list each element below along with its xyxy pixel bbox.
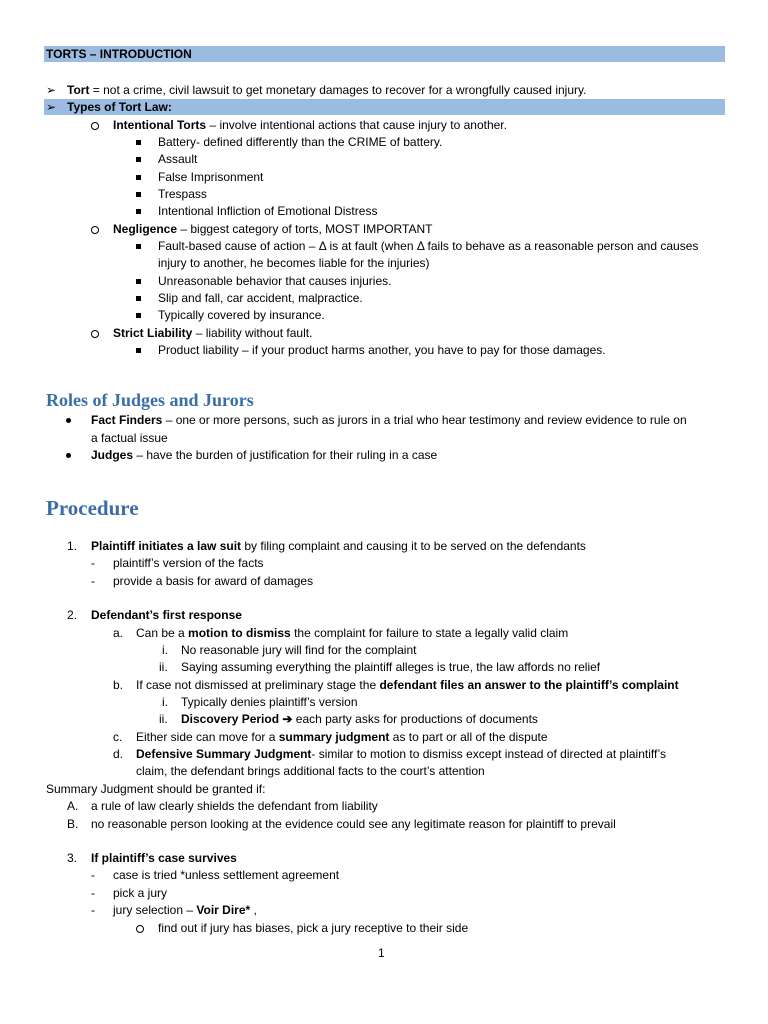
list-marker: b. xyxy=(113,678,124,692)
list-item: Saying assuming everything the plaintiff alleges is true, the law affords no relief xyxy=(181,660,601,674)
step-1: Plaintiff initiates a law suit by filing complaint and causing it to be served on the defendants xyxy=(91,539,586,553)
dot-bullet-icon xyxy=(66,418,71,423)
dash-bullet: - xyxy=(91,574,95,588)
section-title: TORTS – INTRODUCTION xyxy=(46,47,192,61)
step-3: If plaintiff’s case survives xyxy=(91,851,237,865)
list-marker: c. xyxy=(113,730,123,744)
step-2a: Can be a motion to dismiss the complaint for failure to state a legally valid claim xyxy=(136,626,569,640)
dot-bullet-icon xyxy=(66,453,71,458)
square-bullet-icon xyxy=(136,140,141,145)
list-marker: ii. xyxy=(159,712,168,726)
list-item: Typically covered by insurance. xyxy=(158,308,325,322)
list-item: False Imprisonment xyxy=(158,170,264,184)
list-item: Product liability – if your product harms another, you have to pay for those damages. xyxy=(158,343,606,357)
list-marker: i. xyxy=(162,695,168,709)
list-marker: i. xyxy=(162,643,168,657)
page-number: 1 xyxy=(378,946,385,960)
list-marker: d. xyxy=(113,747,124,761)
circle-bullet-icon xyxy=(91,226,99,234)
list-item: provide a basis for award of damages xyxy=(113,574,314,588)
step-2b: If case not dismissed at preliminary stage the defendant files an answer to the plaintiff’s complaint xyxy=(136,678,679,692)
square-bullet-icon xyxy=(136,209,141,214)
list-item: find out if jury has biases, pick a jury receptive to their side xyxy=(158,921,469,935)
intentional-torts: Intentional Torts – involve intentional actions that cause injury to another. xyxy=(113,118,507,132)
list-item: no reasonable person looking at the evidence could see any legitimate reason for plaintiff to prevail xyxy=(91,817,616,831)
roles-heading: Roles of Judges and Jurors xyxy=(46,390,254,410)
list-item: No reasonable jury will find for the complaint xyxy=(181,643,417,657)
dash-bullet: - xyxy=(91,868,95,882)
square-bullet-icon xyxy=(136,296,141,301)
types-heading: Types of Tort Law: xyxy=(67,100,172,114)
list-item: case is tried *unless settlement agreement xyxy=(113,868,340,882)
list-item: Discovery Period ➔ each party asks for productions of documents xyxy=(181,712,538,726)
list-item: Intentional Infliction of Emotional Distress xyxy=(158,204,378,218)
arrow-bullet-icon: ➢ xyxy=(46,100,57,114)
list-item: Battery- defined differently than the CRIME of battery. xyxy=(158,135,443,149)
list-marker: A. xyxy=(67,799,79,813)
list-item: Typically denies plaintiff’s version xyxy=(181,695,358,709)
tort-definition: Tort = not a crime, civil lawsuit to get monetary damages to recover for a wrongfully caused injury. xyxy=(67,83,587,97)
square-bullet-icon xyxy=(136,348,141,353)
list-item: a rule of law clearly shields the defendant from liability xyxy=(91,799,378,813)
list-item-continuation: injury to another, he becomes liable for the injuries) xyxy=(158,256,430,270)
roles-item: Judges – have the burden of justification for their ruling in a case xyxy=(91,448,438,462)
list-item: Trespass xyxy=(158,187,207,201)
list-item: Assault xyxy=(158,152,198,166)
square-bullet-icon xyxy=(136,244,141,249)
square-bullet-icon xyxy=(136,313,141,318)
step-number: 3. xyxy=(67,851,78,865)
arrow-bullet-icon: ➢ xyxy=(46,83,57,97)
negligence: Negligence – biggest category of torts, MOST IMPORTANT xyxy=(113,222,433,236)
roles-item-continuation: a factual issue xyxy=(91,431,168,445)
square-bullet-icon xyxy=(136,192,141,197)
square-bullet-icon xyxy=(136,157,141,162)
list-item: plaintiff’s version of the facts xyxy=(113,556,264,570)
circle-bullet-icon xyxy=(136,925,144,933)
list-marker: a. xyxy=(113,626,124,640)
circle-bullet-icon xyxy=(91,330,99,338)
list-marker: ii. xyxy=(159,660,168,674)
step-2: Defendant’s first response xyxy=(91,608,242,622)
step-number: 2. xyxy=(67,608,78,622)
square-bullet-icon xyxy=(136,175,141,180)
procedure-heading: Procedure xyxy=(46,496,139,520)
step-2d: Defensive Summary Judgment- similar to motion to dismiss except instead of directed at plaintiff’s xyxy=(136,747,666,761)
list-item: Fault-based cause of action – Δ is at fault (when Δ fails to behave as a reasonable person and causes xyxy=(158,239,699,253)
square-bullet-icon xyxy=(136,279,141,284)
dash-bullet: - xyxy=(91,886,95,900)
strict-liability: Strict Liability – liability without fault. xyxy=(113,326,313,340)
list-item: Unreasonable behavior that causes injuries. xyxy=(158,274,392,288)
list-marker: B. xyxy=(67,817,79,831)
roles-item: Fact Finders – one or more persons, such as jurors in a trial who hear testimony and review evidence to rule on xyxy=(91,413,687,427)
dash-bullet: - xyxy=(91,903,95,917)
summary-heading: Summary Judgment should be granted if: xyxy=(46,782,266,796)
list-item: Slip and fall, car accident, malpractice. xyxy=(158,291,363,305)
step-2d-continuation: claim, the defendant brings additional facts to the court’s attention xyxy=(136,764,485,778)
dash-bullet: - xyxy=(91,556,95,570)
circle-bullet-icon xyxy=(91,122,99,130)
list-item: pick a jury xyxy=(113,886,168,900)
step-2c: Either side can move for a summary judgment as to part or all of the dispute xyxy=(136,730,548,744)
list-item: jury selection – Voir Dire* , xyxy=(113,903,257,917)
step-number: 1. xyxy=(67,539,78,553)
